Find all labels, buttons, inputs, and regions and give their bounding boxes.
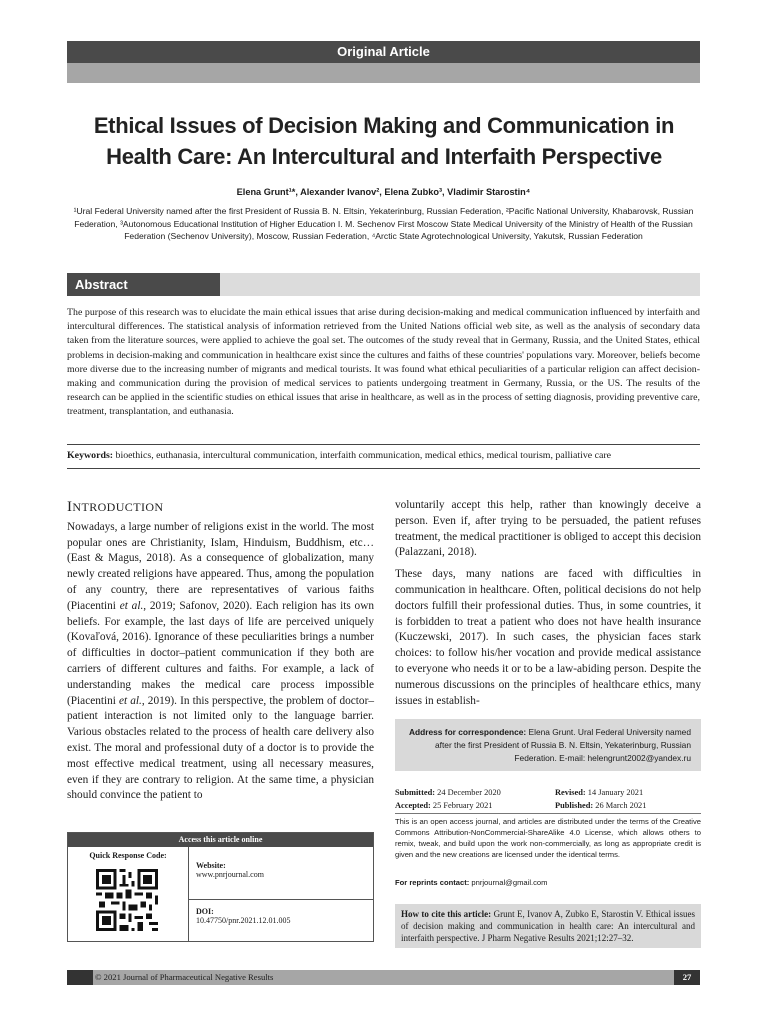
divider bbox=[67, 444, 700, 445]
accepted-label: Accepted: bbox=[395, 801, 431, 810]
footer-copyright: © 2021 Journal of Pharmaceutical Negative Results bbox=[95, 972, 274, 982]
citation-label: How to cite this article: bbox=[401, 909, 492, 919]
section-label: Original Article bbox=[337, 44, 430, 59]
author-list: Elena Grunt¹*, Alexander Ivanov², Elena Zubko³, Vladimir Starostin⁴ bbox=[236, 187, 531, 197]
access-heading: Access this article online bbox=[68, 833, 373, 847]
submitted-label: Submitted: bbox=[395, 788, 436, 797]
doi-block bbox=[196, 907, 290, 925]
left-column bbox=[67, 500, 374, 804]
citation-box bbox=[395, 904, 701, 948]
doi-link[interactable]: 10.47750/pnr.2021.12.01.005 bbox=[196, 916, 291, 925]
website-label: Website: bbox=[196, 861, 226, 870]
citation-text: Grunt E, Ivanov A, Zubko E, Starostin V. Ethical issues of decision making and communication in health care: An intercultural and interfaith perspective. J Pharm Negative Results 2021;12:27–32. bbox=[401, 909, 696, 944]
page-number: 27 bbox=[674, 970, 700, 985]
abstract-header-bar bbox=[67, 273, 700, 296]
qr-label: Quick Response Code: bbox=[89, 851, 167, 860]
cell-divider bbox=[188, 899, 373, 900]
paragraph: These days, many nations are faced with difficulties in communication in healthcare. Often, political decisions do not help doctors fulfill their professional duties. Thus, in some countries, it is forbidden to treat a patient who does not have health insurance (Kuczewski, 2017). In such cases, the physician faces stark choices: to follow his/her vocation and provide medical assistance to everyone who needs it or to be a law-abiding person. Despite the numerous discussions on the principles of healthcare ethics, many issues in establish- bbox=[395, 568, 701, 707]
revised-date: 14 January 2021 bbox=[587, 788, 644, 797]
paragraph: voluntarily accept this help, rather than knowingly deceive a person. Even if, after trying to be persuaded, the patient refuses treatment, the medical practitioner is obliged to accept this decision (Palazzani, 2018). bbox=[395, 499, 701, 559]
divider bbox=[67, 468, 700, 469]
divider bbox=[395, 813, 701, 814]
keywords bbox=[67, 449, 700, 462]
page-footer bbox=[67, 970, 700, 985]
abstract-text: The purpose of this research was to elucidate the main ethical issues that arise during decision-making and medical communication influenced by interfaith and intercultural differences. The statistical analysis of information retrieved from the United Nations official web site, as well as the analysis of secondary data taken from the literature sources, were applied to achieve the goal set. The outcomes of the study reveal that in Germany, Russia, and the United States, ethical problems in decision-making and communication in healthcare exist since the cultures and faiths of these countries' populations vary. Moreover, beliefs become more diverse due to the increasing number of migrants and medical tourists. It was found what ethical peculiarities of a particular religion can affect decision-making and communication during the provision of medical services to patients undergoing treatment in Germany, Russia, or the US. The results of the research can be applied in the scientific studies on ethical issues that arise in healthcare, as well as in the process of setting diagnosis, providing preventive care, treatment, transplantation, and euthanasia. bbox=[67, 307, 700, 418]
abstract-heading: Abstract bbox=[67, 273, 220, 296]
reprints-label: For reprints contact: bbox=[395, 878, 470, 887]
reprints-email[interactable]: pnrjournal@gmail.com bbox=[471, 878, 548, 887]
section-heading-introduction: INTRODUCTION bbox=[67, 499, 164, 515]
website-block bbox=[196, 861, 264, 879]
paragraph: Nowadays, a large number of religions exist in the world. The most popular ones are Christianity, Islam, Hinduism, Buddhism, etc… (East & Magus, 2018). As a consequence of globalization, many newly created religions have appeared. Thus, among the population of any country, there are representatives of various faiths (Piacentini et al., 2019; Safonov, 2020). Each religion has its own beliefs. For example, the last days of life are perceived uniquely (Kovaľová, 2016). Ignorance of these peculiarities brings a number of difficulties in doctor–patient communication if they both are carriers of different cultures and faiths. For example, a lack of understanding makes the medical care process impossible (Piacentini et al., 2019). In this perspective, the problem of doctor–patient interaction is not limited only to the language barrier. Various obstacles related to the process of health care delivery also exist. The moral and professional duty of a doctor is to provide the most effective medical treatment, using all necessary measures, even if they are contrary to religion. At the same time, a physician should convince the patient to bbox=[67, 520, 374, 802]
footer-block bbox=[67, 970, 93, 985]
accepted-date: 25 February 2021 bbox=[432, 801, 493, 810]
right-column bbox=[395, 498, 701, 709]
article-title: Ethical Issues of Decision Making and Communication in Health Care: An Intercultural and Interfaith Perspective bbox=[93, 113, 675, 169]
revised-label: Revised: bbox=[555, 788, 586, 797]
website-link[interactable]: www.pnrjournal.com bbox=[196, 870, 264, 879]
published-label: Published: bbox=[555, 801, 594, 810]
affiliations: ¹Ural Federal University named after the first President of Russia B. N. Eltsin, Yekaterinburg, Russian Federation, ²Pacific National University, Khabarovsk, Russian Federation, ³Autonomous Educational Institution of Higher Education I. M. Sechenov First Moscow State Medical University of the Ministry of Health of the Russian Federation (Sechenov University), Moscow, Russian Federation, ⁴Arctic State Agrotechnological University, Yakutsk, Russian Federation bbox=[73, 206, 694, 241]
correspondence-box bbox=[395, 719, 701, 771]
qr-cell bbox=[68, 847, 189, 941]
published-date: 26 March 2021 bbox=[595, 801, 647, 810]
access-article-box bbox=[67, 832, 374, 942]
correspondence-text: Elena Grunt. Ural Federal University named after the first President of Russia B. N. Eltsin, Yekaterinburg, Russian Federation. E-mail: helengrunt2002@yandex.ru bbox=[434, 727, 691, 763]
license-text: This is an open access journal, and articles are distributed under the terms of the Creative Commons Attribution-NonCommercial-ShareAlike 4.0 License, which allows others to remix, tweak, and build upon the work non-commercially, as long as appropriate credit is given and the new creations are licensed under the identical terms. bbox=[395, 817, 701, 859]
correspondence-label: Address for correspondence: bbox=[408, 727, 527, 737]
qr-code-icon[interactable] bbox=[96, 869, 158, 931]
keywords-label: Keywords: bbox=[67, 450, 114, 461]
keywords-list: bioethics, euthanasia, intercultural communication, interfaith communication, medical ethics, medical tourism, palliative care bbox=[115, 450, 612, 461]
submitted-date: 24 December 2020 bbox=[437, 788, 501, 797]
section-banner bbox=[67, 41, 700, 63]
article-dates bbox=[395, 786, 701, 812]
banner-strip bbox=[67, 63, 700, 83]
website-doi-cell bbox=[188, 847, 373, 941]
reprints bbox=[395, 877, 701, 888]
doi-label: DOI: bbox=[196, 907, 214, 916]
